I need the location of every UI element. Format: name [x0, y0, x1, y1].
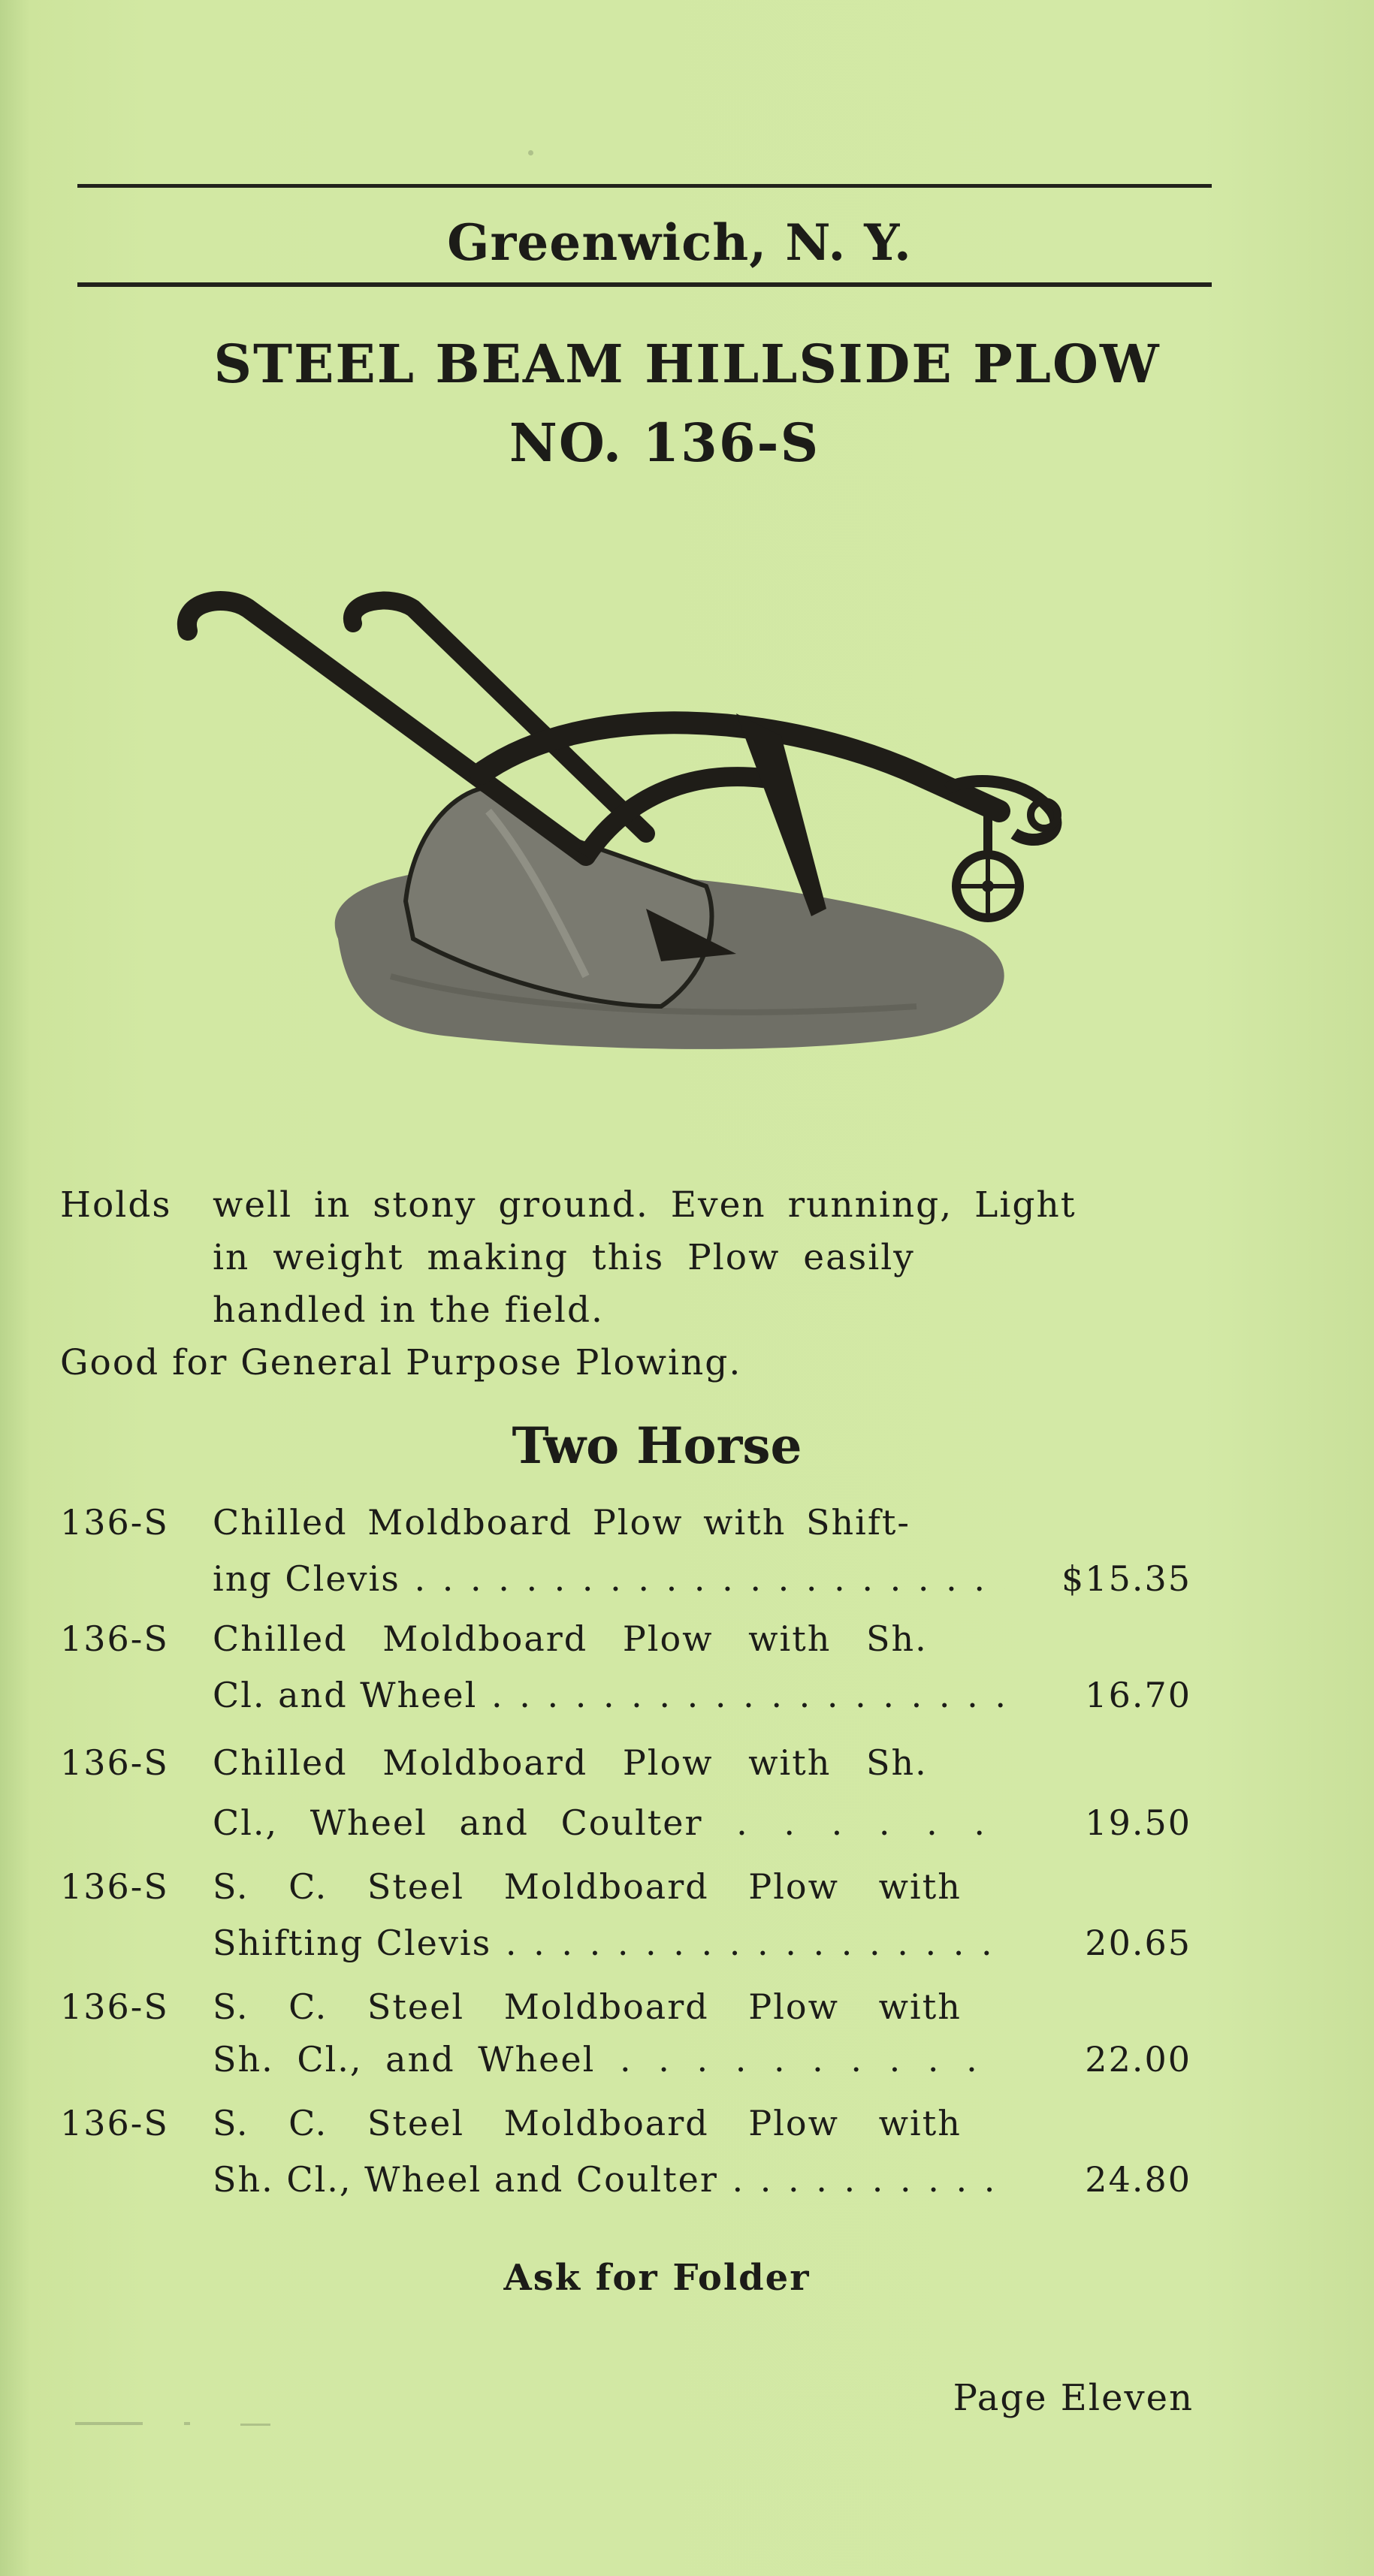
item-description-line2: Sh. Cl., and Wheel . . .	[213, 2039, 1005, 2080]
item-description-line2: Sh. Cl., Wheel and Coulter . . .	[213, 2159, 1005, 2200]
item-code: 136-S	[60, 1986, 169, 2027]
page-number: Page Eleven	[953, 2377, 1194, 2419]
description-line-1: well in stony ground. Even running, Light	[213, 1184, 1077, 1226]
header-bottom-rule	[77, 282, 1212, 287]
page-title: STEEL BEAM HILLSIDE PLOW	[213, 333, 1161, 395]
item-code: 136-S	[60, 1866, 169, 1907]
model-number: NO. 136-S	[509, 412, 820, 474]
section-heading: Two Horse	[512, 1416, 802, 1475]
item-price: 24.80	[1085, 2159, 1191, 2200]
item-description-line1: S. C. Steel Moldboard Plow with	[213, 1866, 962, 1907]
print-smudge	[184, 2422, 190, 2425]
description-line-1-start: Holds	[60, 1184, 172, 1226]
header-top-rule	[77, 184, 1212, 188]
item-description-line2: Cl., Wheel and Coulter . . .	[213, 1802, 1005, 1843]
item-price: 16.70	[1085, 1675, 1191, 1715]
item-code: 136-S	[60, 1502, 169, 1543]
item-price: 22.00	[1085, 2039, 1191, 2080]
gauge-wheel	[956, 811, 1019, 918]
item-code: 136-S	[60, 1742, 169, 1783]
item-description-line2: Cl. and Wheel . . .	[213, 1675, 1005, 1715]
item-description-line1: Chilled Moldboard Plow with Sh.	[213, 1618, 928, 1659]
ask-for-folder: Ask for Folder	[503, 2257, 811, 2299]
description-line-4: Good for General Purpose Plowing.	[60, 1342, 742, 1383]
description-line-3: handled in the field.	[213, 1290, 604, 1331]
item-price: 20.65	[1085, 1923, 1191, 1963]
item-description-line1: Chilled Moldboard Plow with Sh.	[213, 1742, 928, 1783]
item-description-line1: S. C. Steel Moldboard Plow with	[213, 1986, 962, 2027]
description-line-2: in weight making this Plow easily	[213, 1237, 915, 1278]
item-price: 19.50	[1085, 1802, 1191, 1843]
item-description-line2: ing Clevis . . .	[213, 1558, 1005, 1599]
plow-illustration-icon	[165, 586, 1112, 1081]
item-code: 136-S	[60, 2103, 169, 2143]
print-smudge	[240, 2424, 270, 2426]
header-location: Greenwich, N. Y.	[447, 213, 912, 272]
item-code: 136-S	[60, 1618, 169, 1659]
item-description-line1: Chilled Moldboard Plow with Shift-	[213, 1502, 910, 1543]
print-smudge	[528, 150, 533, 155]
print-smudge	[75, 2422, 143, 2425]
item-price: $15.35	[1061, 1558, 1191, 1599]
item-description-line2: Shifting Clevis . . .	[213, 1923, 1005, 1963]
item-description-line1: S. C. Steel Moldboard Plow with	[213, 2103, 962, 2143]
